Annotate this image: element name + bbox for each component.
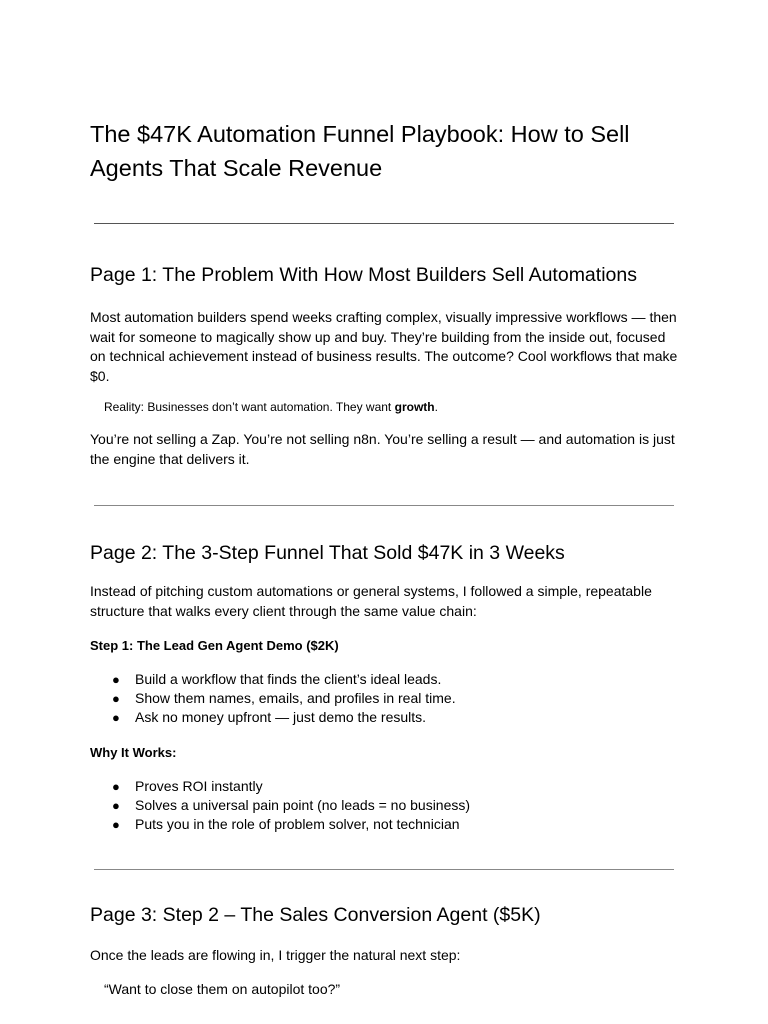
bullet-icon: ● (112, 817, 120, 832)
document-title: The $47K Automation Funnel Playbook: How to Sell Agents That Scale Revenue (90, 121, 630, 181)
section-heading: Page 1: The Problem With How Most Builders Sell Automations (90, 264, 637, 286)
list-item-text: Puts you in the role of problem solver, not technician (135, 816, 460, 832)
list-item-text: Solves a universal pain point (no leads = no business) (135, 797, 471, 813)
section-page-1 (90, 262, 678, 469)
divider (94, 869, 674, 870)
step-title: Step 1: The Lead Gen Agent Demo ($2K) (90, 638, 339, 653)
list-item (90, 777, 678, 796)
section-heading: Page 3: Step 2 – The Sales Conversion Agent ($5K) (90, 904, 541, 926)
reality-suffix: . (434, 400, 438, 414)
bullet-icon: ● (112, 779, 120, 794)
section-heading: Page 2: The 3-Step Funnel That Sold $47K in 3 Weeks (90, 542, 565, 564)
divider (94, 223, 674, 224)
why-title: Why It Works: (90, 745, 177, 760)
quote-text: “Want to close them on autopilot too?” (104, 980, 341, 997)
list-item (90, 689, 678, 708)
reality-text: Reality: Businesses don’t want automation. They want (104, 400, 395, 414)
bullet-icon: ● (112, 710, 120, 725)
bullet-icon: ● (112, 672, 120, 687)
list-item (90, 796, 678, 815)
why-list (90, 777, 678, 834)
reality-callout (90, 398, 678, 416)
section-page-3 (90, 902, 678, 999)
list-item-text: Show them names, emails, and profiles in real time. (135, 690, 456, 706)
section-intro: Instead of pitching custom automations or general systems, I followed a simple, repeatable structure that walks every client through the same value chain: (90, 583, 652, 619)
divider (94, 505, 674, 506)
document-page (90, 117, 678, 999)
bullet-icon: ● (112, 691, 120, 706)
reality-emphasis: growth (394, 400, 435, 414)
bullet-icon: ● (112, 798, 120, 813)
list-item (90, 708, 678, 727)
list-item-text: Build a workflow that finds the client’s ideal leads. (135, 671, 442, 687)
section-page-2 (90, 540, 678, 834)
list-item-text: Proves ROI instantly (135, 778, 263, 794)
section-closing: You’re not selling a Zap. You’re not selling n8n. You’re selling a result — and automation is just the engine that delivers it. (90, 431, 675, 467)
list-item-text: Ask no money upfront — just demo the results. (135, 709, 427, 725)
step-list (90, 670, 678, 727)
section-intro: Once the leads are flowing in, I trigger the natural next step: (90, 947, 461, 963)
list-item (90, 670, 678, 689)
list-item (90, 815, 678, 834)
section-intro: Most automation builders spend weeks crafting complex, visually impressive workflows — then wait for someone to magically show up and buy. They’re building from the inside out, focused on technical achievement instead of business results. The outcome? Cool workflows that make $0. (90, 309, 678, 384)
